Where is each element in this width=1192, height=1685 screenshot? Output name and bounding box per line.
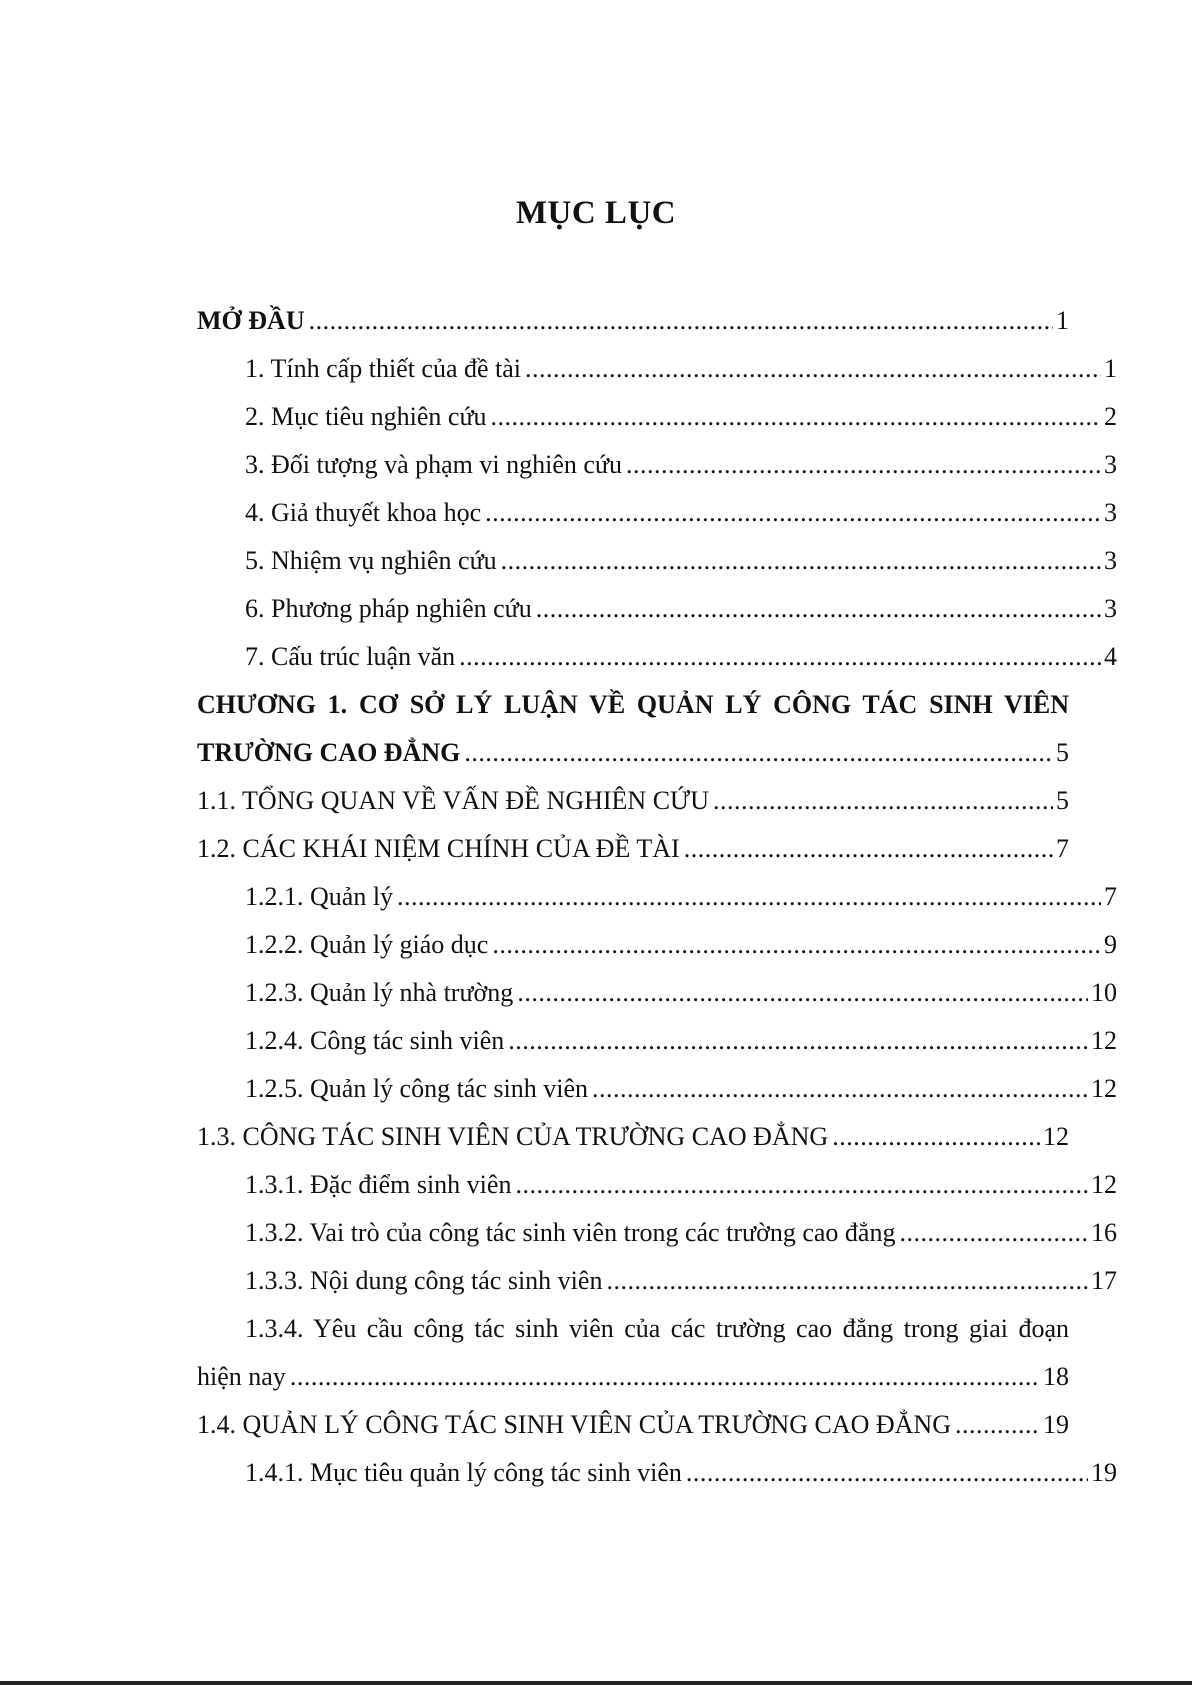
toc-page-number: 3 xyxy=(1104,546,1117,575)
toc-entry-text: 1.2. CÁC KHÁI NIỆM CHÍNH CỦA ĐỀ TÀI xyxy=(197,834,680,863)
dot-leader xyxy=(686,1449,1088,1497)
toc-entry-text: 1.3. CÔNG TÁC SINH VIÊN CỦA TRƯỜNG CAO ĐẲNG xyxy=(197,1122,829,1151)
toc-entry[interactable] xyxy=(197,825,1069,873)
toc-entry[interactable] xyxy=(197,345,1117,393)
toc-entry[interactable] xyxy=(197,585,1117,633)
toc-entry[interactable] xyxy=(197,393,1117,441)
toc-page-number: 12 xyxy=(1043,1122,1069,1151)
toc-entry-text: MỞ ĐẦU xyxy=(197,306,305,335)
toc-entry-text: 5. Nhiệm vụ nghiên cứu xyxy=(245,546,497,575)
toc-entry-text: 1.1. TỔNG QUAN VỀ VẤN ĐỀ NGHIÊN CỨU xyxy=(197,786,709,815)
toc-entry-text: 4. Giả thuyết khoa học xyxy=(245,498,482,527)
dot-leader xyxy=(492,921,1101,969)
toc-entry[interactable] xyxy=(197,1113,1069,1161)
toc-entry[interactable] xyxy=(197,1401,1069,1449)
toc-entry[interactable] xyxy=(197,1209,1117,1257)
toc-entry-1-3-4-line-2[interactable] xyxy=(197,1353,1069,1401)
toc-entry-text: 1.4.1. Mục tiêu quản lý công tác sinh viên xyxy=(245,1458,682,1487)
toc-entry[interactable] xyxy=(197,297,1069,345)
dot-leader xyxy=(508,1017,1088,1065)
toc-entry-text: 2. Mục tiêu nghiên cứu xyxy=(245,402,487,431)
toc-entry-text: 3. Đối tượng và phạm vi nghiên cứu xyxy=(245,450,622,479)
dot-leader xyxy=(515,1161,1088,1209)
dot-leader xyxy=(517,969,1088,1017)
toc-entry[interactable] xyxy=(197,1017,1117,1065)
page-title: MỤC LỤC xyxy=(515,195,677,231)
toc-entry-text: 1.3.1. Đặc điểm sinh viên xyxy=(245,1170,512,1199)
toc-entry[interactable] xyxy=(197,441,1117,489)
toc-entry[interactable] xyxy=(197,777,1069,825)
toc-page-number: 3 xyxy=(1104,498,1117,527)
toc-entry-text: 1.3.2. Vai trò của công tác sinh viên trong các trường cao đẳng xyxy=(245,1218,896,1247)
toc-page-number: 12 xyxy=(1091,1026,1117,1055)
toc-page-number: 17 xyxy=(1091,1266,1117,1295)
toc-entry[interactable] xyxy=(197,1257,1117,1305)
toc-entry-text: 1.2.4. Công tác sinh viên xyxy=(245,1026,505,1055)
toc-entry-text: TRƯỜNG CAO ĐẲNG xyxy=(197,738,461,767)
dot-leader xyxy=(309,297,1053,345)
dot-leader xyxy=(459,633,1101,681)
toc-page-number: 18 xyxy=(1043,1362,1069,1391)
dot-leader xyxy=(955,1401,1040,1449)
toc-page-number: 16 xyxy=(1091,1218,1117,1247)
toc-page-number: 19 xyxy=(1091,1458,1117,1487)
toc-page-number: 5 xyxy=(1056,738,1069,767)
toc-page-number: 1 xyxy=(1104,354,1117,383)
dot-leader xyxy=(501,537,1101,585)
dot-leader xyxy=(684,825,1053,873)
toc-entry-text: 1. Tính cấp thiết của đề tài xyxy=(245,354,522,383)
toc-page-number: 2 xyxy=(1104,402,1117,431)
toc-page-number: 9 xyxy=(1104,930,1117,959)
toc-entry[interactable] xyxy=(197,537,1117,585)
dot-leader xyxy=(626,441,1101,489)
toc-page-number: 3 xyxy=(1104,450,1117,479)
toc-page-number: 7 xyxy=(1056,834,1069,863)
toc-entry-text: 6. Phương pháp nghiên cứu xyxy=(245,594,532,623)
toc-entry-text: 1.2.3. Quản lý nhà trường xyxy=(245,978,514,1007)
toc-entry-text: 1.2.5. Quản lý công tác sinh viên xyxy=(245,1074,588,1103)
dot-leader xyxy=(832,1113,1040,1161)
toc-entry-text: 1.3.3. Nội dung công tác sinh viên xyxy=(245,1266,603,1295)
toc-page-number: 4 xyxy=(1104,642,1117,671)
dot-leader xyxy=(485,489,1101,537)
toc-page-number: 19 xyxy=(1043,1410,1069,1439)
toc-entry-text: 7. Cấu trúc luận văn xyxy=(245,642,456,671)
dot-leader xyxy=(606,1257,1088,1305)
toc-entry[interactable] xyxy=(197,1449,1117,1497)
toc-entry-text: CHƯƠNG 1. CƠ SỞ LÝ LUẬN VỀ QUẢN LÝ CÔNG TÁC SINH VIÊN xyxy=(197,690,1069,719)
dot-leader xyxy=(592,1065,1088,1113)
toc-entry[interactable] xyxy=(197,633,1117,681)
toc-page-number: 7 xyxy=(1104,882,1117,911)
toc-entry[interactable] xyxy=(197,1161,1117,1209)
dot-leader xyxy=(713,777,1053,825)
toc-entry[interactable] xyxy=(197,921,1117,969)
toc-page-number: 3 xyxy=(1104,594,1117,623)
toc-entry-text: 1.3.4. Yêu cầu công tác sinh viên của các trường cao đẳng trong giai đoạn xyxy=(245,1314,1069,1343)
toc-page-number: 5 xyxy=(1056,786,1069,815)
toc-entry-text: 1.2.2. Quản lý giáo dục xyxy=(245,930,489,959)
toc-page-number: 12 xyxy=(1091,1170,1117,1199)
bottom-edge-rule xyxy=(0,1681,1192,1685)
toc-entry[interactable] xyxy=(197,489,1117,537)
dot-leader xyxy=(525,345,1101,393)
dot-leader xyxy=(290,1353,1040,1401)
dot-leader xyxy=(536,585,1101,633)
toc-entry-text: hiện nay xyxy=(197,1362,286,1391)
toc-entry-chapter-1-line-2[interactable] xyxy=(197,729,1069,777)
dot-leader xyxy=(899,1209,1088,1257)
toc-entry-text: 1.2.1. Quản lý xyxy=(245,882,394,911)
dot-leader xyxy=(491,393,1101,441)
toc-entry-chapter-1-line-1[interactable] xyxy=(197,681,1069,729)
dot-leader xyxy=(397,873,1101,921)
toc-page-number: 1 xyxy=(1056,306,1069,335)
toc-entry-1-3-4-line-1[interactable] xyxy=(197,1305,1069,1353)
toc-page-number: 12 xyxy=(1091,1074,1117,1103)
toc-page-number: 10 xyxy=(1091,978,1117,1007)
toc-entry[interactable] xyxy=(197,969,1117,1017)
toc-entry[interactable] xyxy=(197,1065,1117,1113)
toc-entry[interactable] xyxy=(197,873,1117,921)
table-of-contents xyxy=(197,297,1117,1497)
toc-entry-text: 1.4. QUẢN LÝ CÔNG TÁC SINH VIÊN CỦA TRƯỜNG CAO ĐẲNG xyxy=(197,1410,951,1439)
dot-leader xyxy=(464,729,1053,777)
